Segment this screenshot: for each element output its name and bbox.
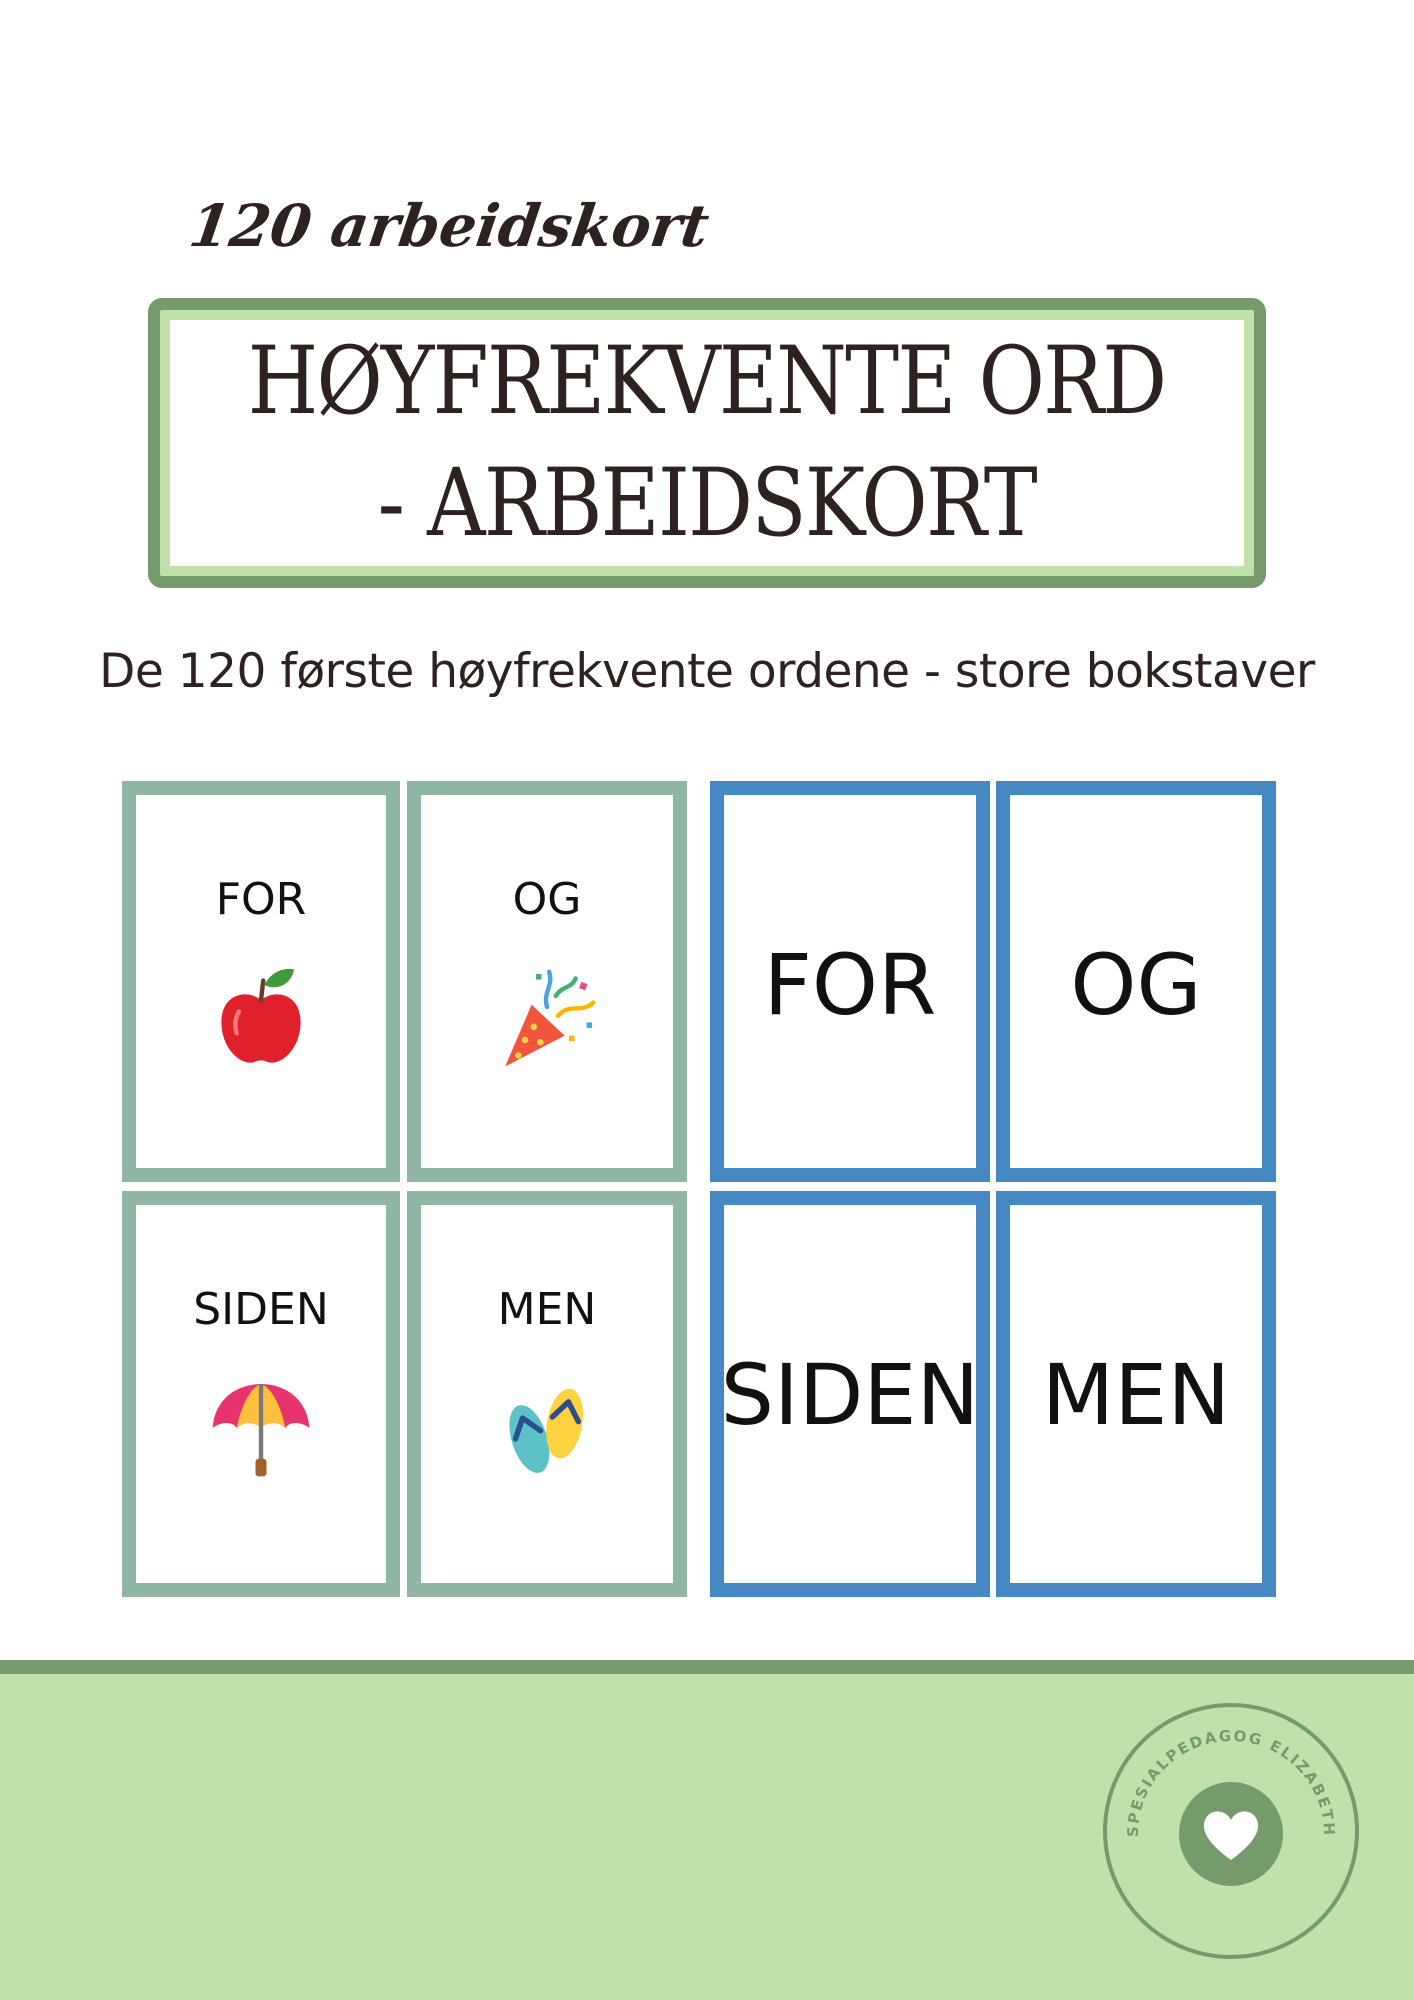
party-popper-icon — [492, 963, 602, 1073]
count-label: 120 arbeidskort — [185, 192, 714, 260]
description: De 120 første høyfrekvente ordene - store bokstaver — [99, 644, 1315, 699]
word-card-word: FOR — [763, 936, 937, 1034]
word-card-word: OG — [1070, 936, 1202, 1034]
word-card-siden — [710, 1191, 990, 1597]
picture-card-for — [122, 781, 400, 1182]
umbrella-icon — [206, 1373, 316, 1483]
author-stamp-logo — [1100, 1700, 1362, 1962]
picture-card-siden — [122, 1191, 400, 1597]
word-card-word: MEN — [1041, 1346, 1231, 1444]
apple-icon — [206, 963, 316, 1073]
picture-card-og — [407, 781, 687, 1182]
picture-card-word: MEN — [497, 1284, 597, 1335]
picture-card-word: SIDEN — [193, 1284, 329, 1335]
title-line-1: HØYFREKVENTE ORD — [248, 327, 1166, 436]
word-card-word: SIDEN — [720, 1346, 980, 1444]
footer-divider — [0, 1660, 1414, 1674]
picture-card-men — [407, 1191, 687, 1597]
word-card-men — [996, 1191, 1276, 1597]
word-card-og — [996, 781, 1276, 1182]
picture-card-word: FOR — [215, 874, 307, 925]
title-line-2: - ARBEIDSKORT — [377, 449, 1037, 558]
word-card-for — [710, 781, 990, 1182]
title-box — [148, 298, 1266, 588]
picture-card-word: OG — [512, 874, 582, 925]
stamp-text: SPESIALPEDAGOG ELIZABETH — [1123, 1726, 1339, 1838]
flip-flops-icon — [492, 1373, 602, 1483]
